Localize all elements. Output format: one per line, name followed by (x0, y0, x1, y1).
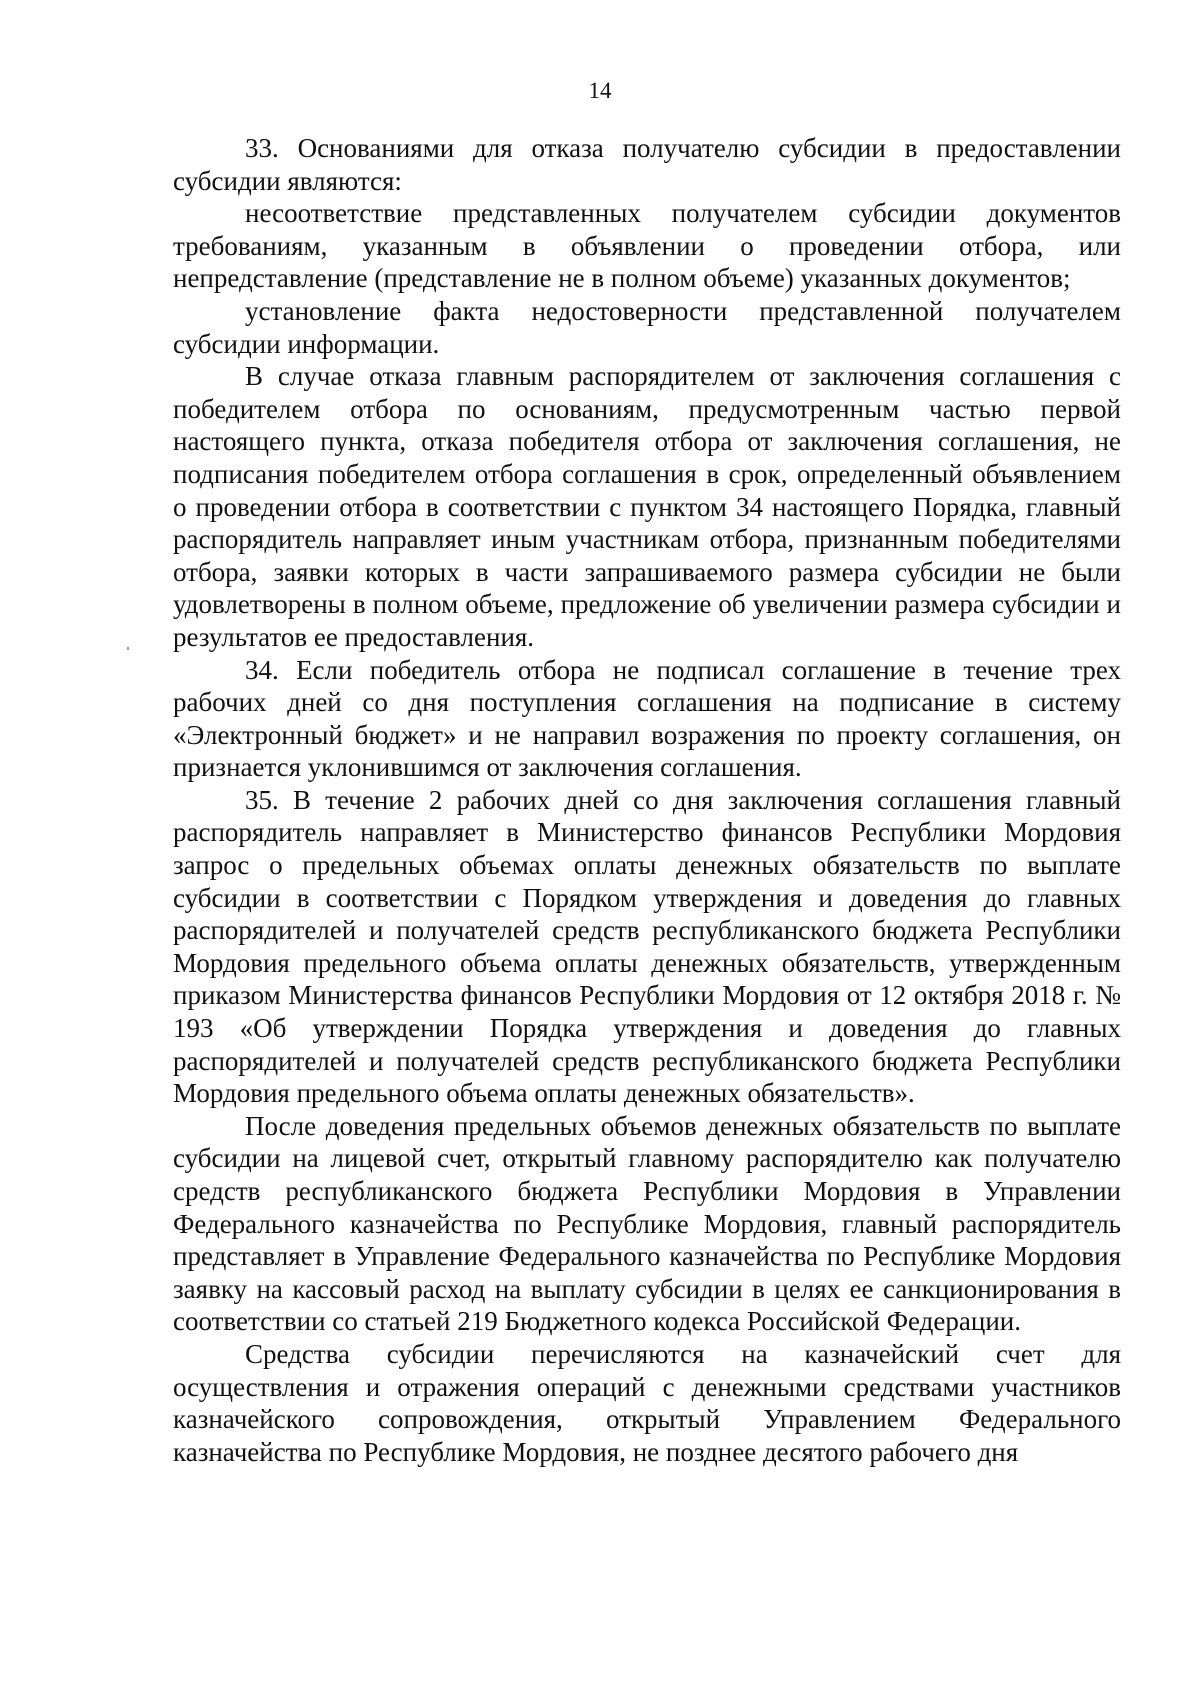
paragraph-item-34: 34. Если победитель отбора не подписал соглашение в течение трех рабочих дней со дня поступления соглашения на подписание в систему «Электронный бюджет» и не направил возражения по проекту соглашения, он признается уклонившимся от заключения соглашения. (173, 654, 1121, 783)
paragraph-reason-documents: несоответствие представленных получателем субсидии документов требованиям, указанным в объявлении о проведении отбора, или непредставление (представление не в полном объеме) указанных документов; (173, 198, 1121, 294)
document-body (173, 132, 1121, 1468)
paragraph-item-33: 33. Основаниями для отказа получателю субсидии в предоставлении субсидии являются: (173, 133, 1121, 196)
paragraph-reason-false-info: установление факта недостоверности представленной получателем субсидии информации. (173, 295, 1121, 359)
scan-artifact-mark (127, 647, 129, 650)
paragraph-funds-transfer: Средства субсидии перечисляются на казначейский счет для осуществления и отражения операций с денежными средствами участников казначейского сопровождения, открытый Управлением Федерального казначейства по Республике Мордовия, не позднее десятого рабочего дня (173, 1338, 1121, 1467)
paragraph-refusal-case: В случае отказа главным распорядителем от заключения соглашения с победителем отбора по основаниям, предусмотренным частью первой настоящего пункта, отказа победителя отбора от заключения соглашения, не подписания победителем отбора соглашения в срок, определенный объявлением о проведении отбора в соответствии с пунктом 34 настоящего Порядка, главный распорядитель направляет иным участникам отбора, признанным победителями отбора, заявки которых в части запрашиваемого размера субсидии не были удовлетворены в полном объеме, предложение об увеличении размера субсидии и результатов ее предоставления. (173, 361, 1121, 652)
paragraph-limits-brought: После доведения предельных объемов денежных обязательств по выплате субсидии на лицевой счет, открытый главному распорядителю как получателю средств республиканского бюджета Республики Мордовия в Управлении Федерального казначейства по Республике Мордовия, главный распорядитель представляет в Управление Федерального казначейства по Республике Мордовия заявку на кассовый расход на выплату субсидии в целях ее санкционирования в соответствии со статьей 219 Бюджетного кодекса Российской Федерации. (173, 1110, 1121, 1337)
page-number: 14 (588, 78, 612, 103)
paragraph-item-35: 35. В течение 2 рабочих дней со дня заключения соглашения главный распорядитель направляет в Министерство финансов Республики Мордовия запрос о предельных объемах оплаты денежных обязательств по выплате субсидии в соответствии с Порядком утверждения и доведения до главных распорядителей и получателей средств республиканского бюджета Республики Мордовия предельного объема оплаты денежных обязательств, утвержденным приказом Министерства финансов Республики Мордовия от 12 октября 2018 г. № 193 «Об утверждении Порядка утверждения и доведения до главных распорядителей и получателей средств республиканского бюджета Республики Мордовия предельного объема оплаты денежных обязательств». (173, 784, 1121, 1109)
